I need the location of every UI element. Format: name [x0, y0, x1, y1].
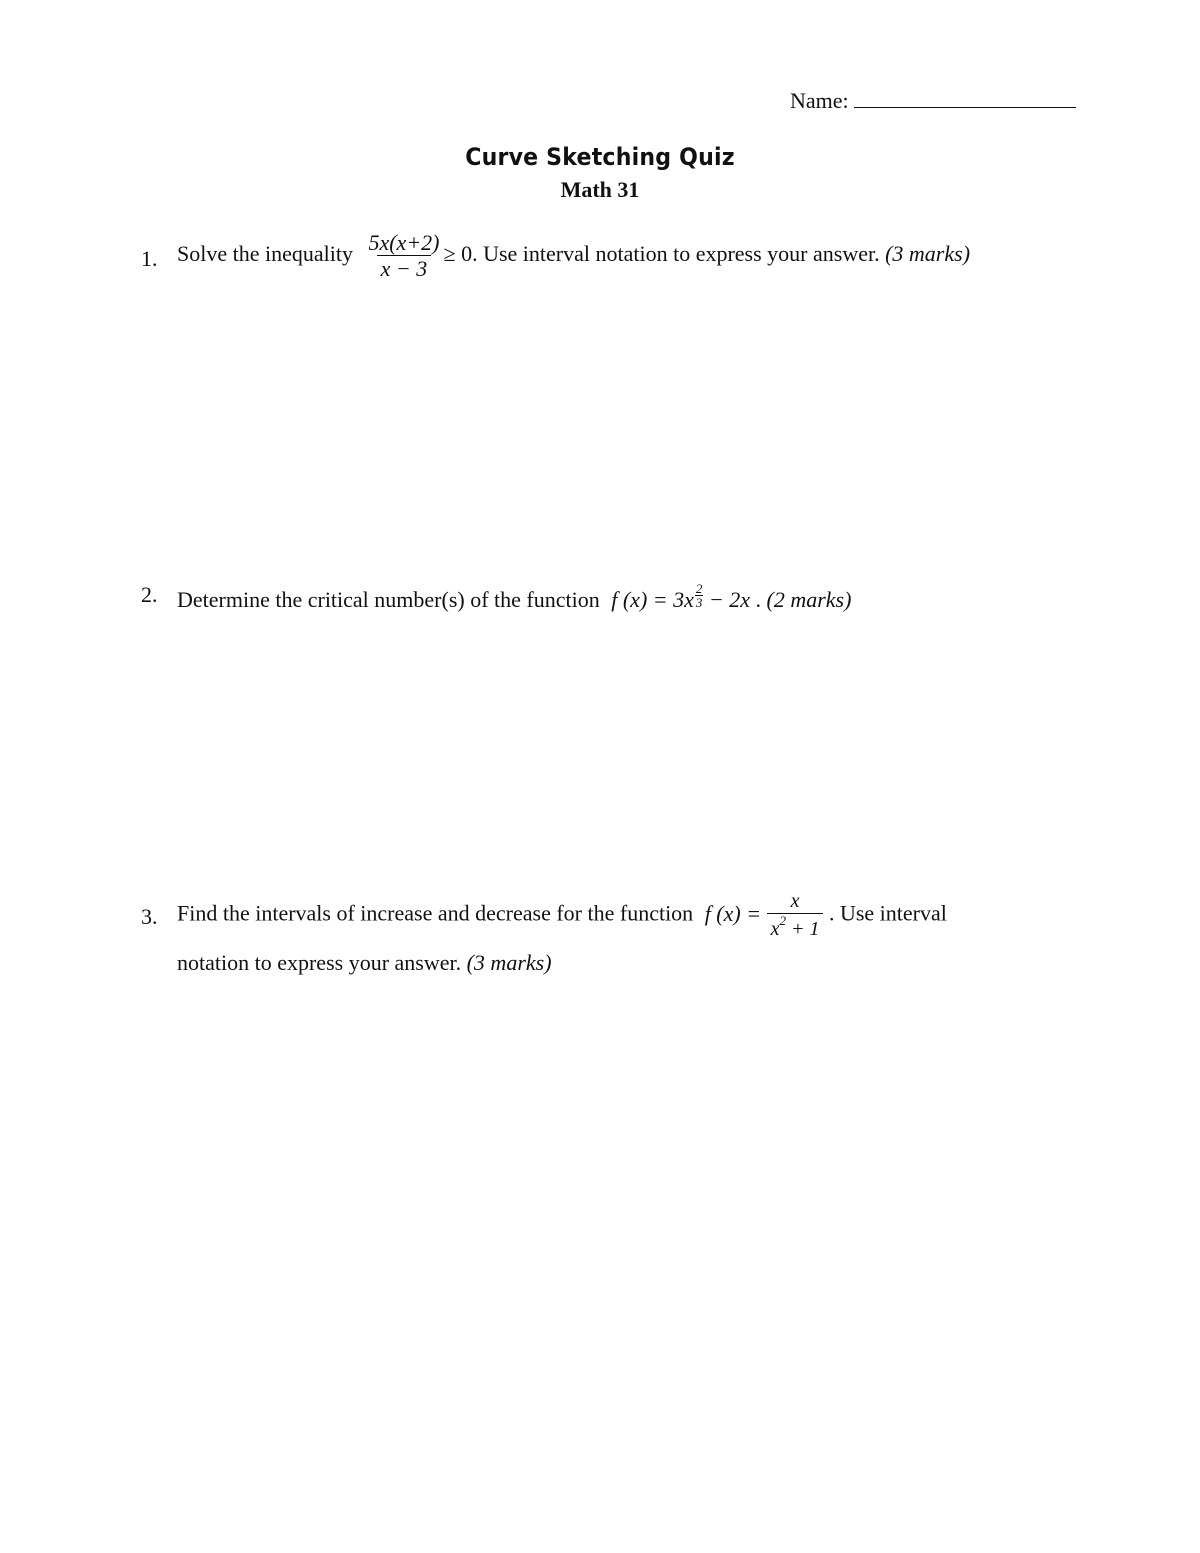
question-3-instructions: notation to express your answer.: [177, 950, 462, 975]
question-3-marks: (3 marks): [466, 950, 552, 975]
page-title: Curve Sketching Quiz: [465, 143, 735, 171]
question-2-marks: (2 marks): [766, 587, 852, 612]
question-2-exponent-num: 2: [695, 581, 703, 596]
question-3-den-exponent: 2: [779, 913, 786, 928]
question-2: [177, 582, 851, 613]
question-3-numerator: x: [790, 890, 800, 912]
question-3-function-lhs: f (x) =: [704, 900, 762, 926]
question-1-denominator: x − 3: [377, 255, 432, 281]
question-3-denominator: [767, 913, 824, 941]
name-blank-line: [854, 89, 1076, 108]
question-1-relation: ≥ 0: [443, 240, 473, 266]
question-2-function-rest: − 2x: [703, 587, 750, 612]
question-3-lead: Find the intervals of increase and decrease for the function: [177, 900, 694, 926]
question-1-number: 1.: [141, 246, 158, 271]
question-3-den-base: x: [770, 918, 780, 940]
question-2-lead: Determine the critical number(s) of the function: [177, 587, 600, 612]
question-3-line-2: [177, 950, 552, 976]
question-2-function: [611, 581, 750, 612]
question-1-instructions: . Use interval notation to express your answer.: [472, 240, 880, 266]
question-2-period: .: [750, 587, 767, 612]
question-3-fraction: [767, 890, 824, 941]
question-3-after: . Use interval: [823, 900, 947, 926]
question-3-number: 3.: [141, 904, 158, 929]
page-subtitle: Math 31: [560, 177, 640, 202]
question-2-number: 2.: [141, 582, 158, 607]
question-3-den-rest: + 1: [785, 918, 820, 940]
name-field: [790, 88, 1076, 114]
question-1-fraction: [364, 230, 443, 282]
question-2-exponent-den: 3: [695, 595, 703, 610]
question-1-numerator: 5x(x+2): [368, 230, 440, 255]
question-3: [177, 890, 947, 941]
question-2-function-lhs: f (x) = 3x: [611, 587, 694, 612]
question-1-lead: Solve the inequality: [177, 240, 353, 266]
name-label: Name:: [790, 88, 849, 113]
question-1: [177, 230, 970, 282]
question-1-marks: (3 marks): [885, 240, 971, 266]
